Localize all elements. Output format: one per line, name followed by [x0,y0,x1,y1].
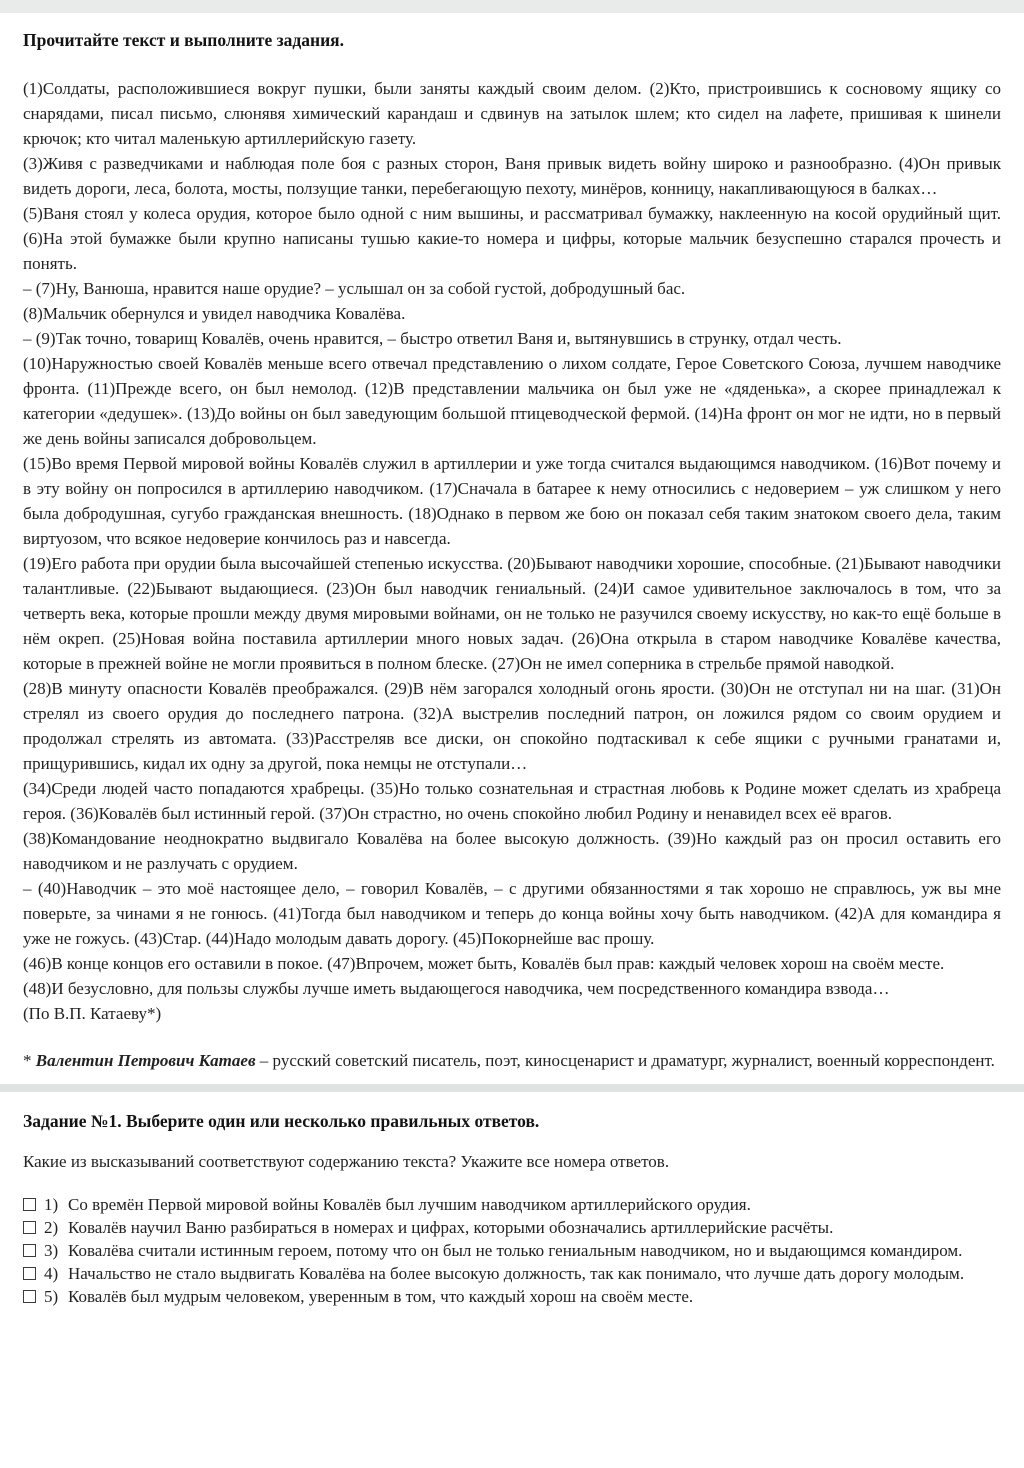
answer-checkbox-4[interactable] [23,1267,36,1280]
answer-checkbox-3[interactable] [23,1244,36,1257]
text-paragraph: (48)И безусловно, для пользы службы лучше иметь выдающегося наводчика, чем посредственного командира взвода… [23,979,890,998]
text-paragraph: – (7)Ну, Ванюша, нравится наше орудие? – услышал он за собой густой, добродушный бас. [23,279,686,298]
answer-option-3 [23,1240,1001,1261]
option-text: Ковалёв был мудрым человеком, уверенным в том, что каждый хорош на своём месте. [68,1287,694,1306]
text-paragraph: (5)Ваня стоял у колеса орудия, которое было одной с ним вышины, и рассматривал бумажку, наклеенную на косой орудийный щит. (6)На этой бумажке были крупно написаны тушью какие-то номера и цифры, которые мальчик безуспешно старался прочесть и понять. [23,204,1001,273]
text-paragraph: (3)Живя с разведчиками и наблюдая поле боя с разных сторон, Ваня привык видеть войну широко и разнообразно. (4)Он привык видеть дороги, леса, болота, мосты, ползущие танки, перебегающую пехоту, минёров, конницу, накапливающуюся в балках… [23,154,1001,198]
option-text: Ковалёва считали истинным героем, потому что он был не только гениальным наводчиком, но и выдающимся командиром. [68,1241,963,1260]
text-paragraph: (28)В минуту опасности Ковалёв преображался. (29)В нём загорался холодный огонь ярости. (30)Он не отступал ни на шаг. (31)Он стрелял из своего орудия до последнего патрона. (32)А выстрелив последний патрон, он ложился рядом со своим орудием и продолжал стрелять из автомата. (33)Расстреляв все диски, он спокойно подтаскивал к себе ящики с ручными гранатами и, прищурившись, кидал их одну за другой, пока немцы не отступали… [23,679,1001,773]
task-heading: Задание №1. Выберите один или несколько правильных ответов. [23,1111,540,1131]
answer-checkbox-2[interactable] [23,1221,36,1234]
text-paragraph: (38)Командование неоднократно выдвигало Ковалёва на более высокую должность. (39)Но каждый раз он просил оставить его наводчиком и не разлучать с орудием. [23,829,1001,873]
answer-option-2 [23,1217,1001,1238]
footnote-author: Валентин Петрович Катаев [35,1051,256,1070]
option-number: 2) [44,1218,59,1237]
option-number: 5) [44,1287,59,1306]
option-number: 1) [44,1195,59,1214]
option-text: Ковалёв научил Ваню разбираться в номерах и цифрах, которыми обозначались артиллерийские расчёты. [68,1218,834,1237]
option-number: 4) [44,1264,59,1283]
answer-checkbox-5[interactable] [23,1290,36,1303]
option-text: Начальство не стало выдвигать Ковалёва на более высокую должность, так как понимало, что лучше дать дорогу молодым. [68,1264,965,1283]
text-byline: (По В.П. Катаеву*) [23,1004,162,1023]
answer-option-5 [23,1286,1001,1307]
author-footnote [23,1048,1001,1073]
text-paragraph: (34)Среди людей часто попадаются храбрецы. (35)Но только сознательная и страстная любовь к Родине может сделать из храбреца героя. (36)Ковалёв был истинный герой. (37)Он страстно, но очень спокойно любил Родину и ненавидел всех её врагов. [23,779,1001,823]
answer-checkbox-1[interactable] [23,1198,36,1211]
text-paragraph: (19)Его работа при орудии была высочайшей степенью искусства. (20)Бывают наводчики хорошие, способные. (21)Бывают наводчики талантливые. (22)Бывают выдающиеся. (23)Он был наводчик гениальный. (24)И самое удивительное заключалось в том, что за четверть века, которые прошли между двумя мировыми войнами, он не только не разучился своему искусству, но как-то ещё больше в нём окреп. (25)Новая война поставила артиллерии много новых задач. (26)Она открыла в старом наводчике Ковалёве качества, которые в прежней войне не могли проявиться в полном блеске. (27)Он не имел соперника в стрельбе прямой наводкой. [23,554,1001,673]
text-paragraph: – (40)Наводчик – это моё настоящее дело, – говорил Ковалёв, – с другими обязанностями я так хорошо не справлюсь, уж вы мне поверьте, за чинами я не гонюсь. (41)Тогда был наводчиком и теперь до конца войны хочу быть наводчиком. (42)А для командира я уже не гожусь. (43)Стар. (44)Надо молодым давать дорогу. (45)Покорнейше вас прошу. [23,879,1001,948]
option-text: Со времён Первой мировой войны Ковалёв был лучшим наводчиком артиллерийского орудия. [68,1195,751,1214]
task-section [0,1111,1024,1307]
footnote-description: – русский советский писатель, поэт, киносценарист и драматург, журналист, военный корреспондент. [259,1051,995,1070]
text-paragraph: – (9)Так точно, товарищ Ковалёв, очень нравится, – быстро ответил Ваня и, вытянувшись в струнку, отдал честь. [23,329,842,348]
instruction-heading: Прочитайте текст и выполните задания. [23,30,345,50]
text-paragraph: (46)В конце концов его оставили в покое. (47)Впрочем, может быть, Ковалёв был прав: каждый человек хорош на своём месте. [23,954,945,973]
section-separator-band [0,1084,1024,1092]
answer-options-list [23,1194,1001,1307]
text-paragraph: (1)Солдаты, расположившиеся вокруг пушки, были заняты каждый своим делом. (2)Кто, пристроившись к сосновому ящику со снарядами, писал письмо, слюнявя химический карандаш и сдвинув на затылок шлем; кто сидел на лафете, пришивая к шинели крючок; кто читал маленькую артиллерийскую газету. [23,79,1001,148]
text-paragraph: (8)Мальчик обернулся и увидел наводчика Ковалёва. [23,304,406,323]
reading-text [23,76,1001,1026]
option-number: 3) [44,1241,59,1260]
footnote-marker: * [23,1051,32,1070]
text-paragraph: (15)Во время Первой мировой войны Ковалёв служил в артиллерии и уже тогда считался выдающимся наводчиком. (16)Вот почему и в эту войну он попросился в артиллерию наводчиком. (17)Сначала в батарее к нему относились с недоверием – уж слишком у него была добродушная, сугубо гражданская внешность. (18)Однако в первом же бою он показал себя таким знатоком своего дела, таким виртуозом, что всякое недоверие кончилось раз и навсегда. [23,454,1001,548]
answer-option-1 [23,1194,1001,1215]
answer-option-4 [23,1263,1001,1284]
top-gray-band [0,0,1024,13]
reading-text-section [0,30,1024,1073]
text-paragraph: (10)Наружностью своей Ковалёв меньше всего отвечал представлению о лихом солдате, Герое Советского Союза, лучшем наводчике фронта. (11)Прежде всего, он был немолод. (12)В представлении мальчика он был уже не «дяденька», а скорее принадлежал к категории «дедушек». (13)До войны он был заведующим большой птицеводческой фермой. (14)На фронт он мог не идти, но в первый же день войны записался добровольцем. [23,354,1001,448]
task-question: Какие из высказываний соответствуют содержанию текста? Укажите все номера ответов. [23,1152,670,1171]
